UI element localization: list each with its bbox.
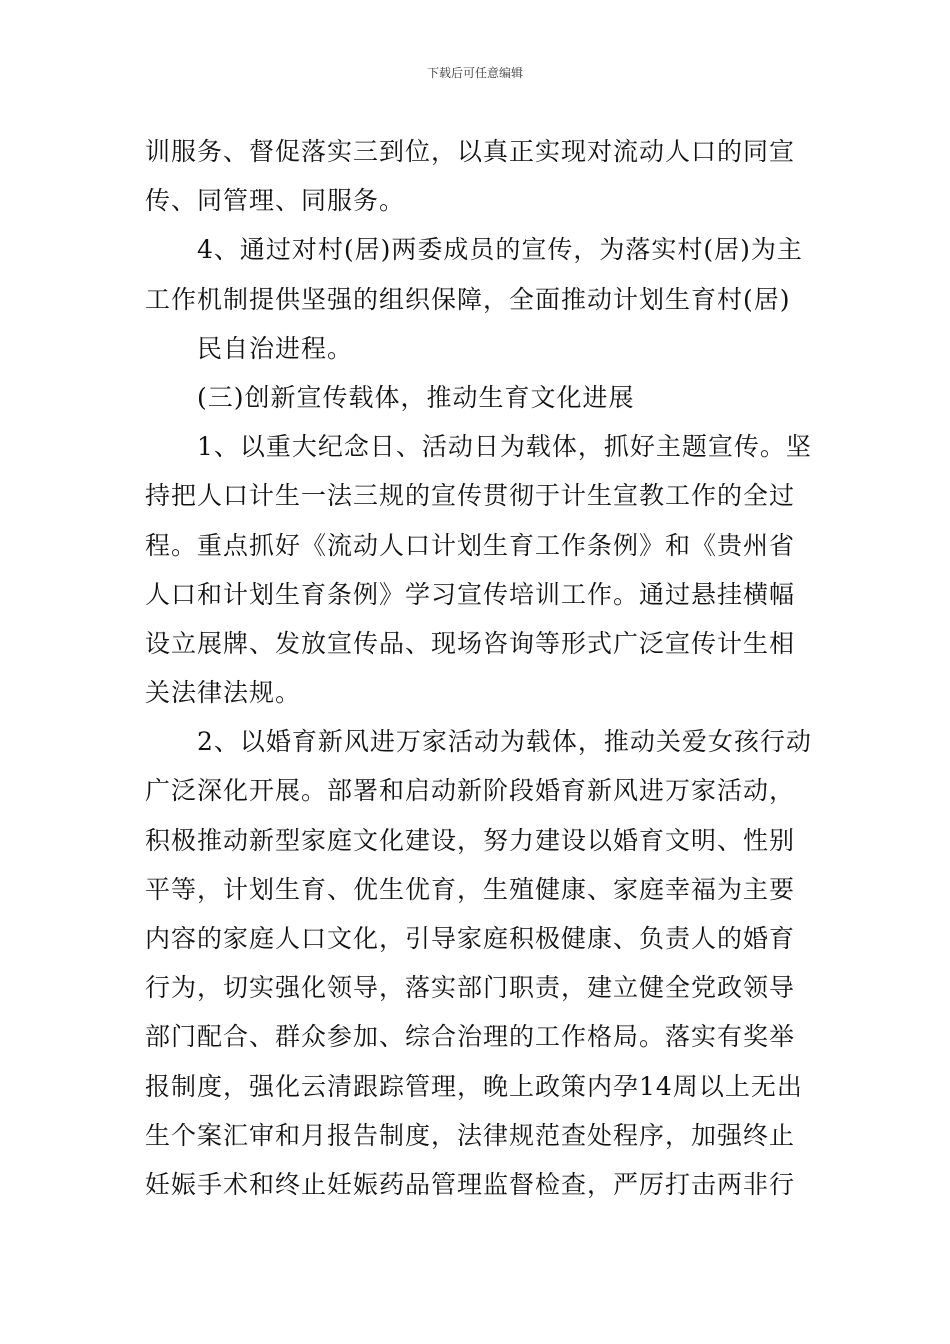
text-line: 人口和计划生育条例》学习宣传培训工作。通过悬挂横幅 — [145, 579, 796, 609]
text-line: 关法律法规。 — [145, 678, 302, 708]
text-line: 报制度，强化云清跟踪管理，晚上政策内孕14周以上无出 — [145, 1071, 803, 1101]
document-body — [145, 127, 815, 1209]
text-line: 训服务、督促落实三到位，以真正实现对流动人口的同宣 — [145, 137, 796, 166]
text-line: 生个案汇审和月报告制度，法律规范查处程序，加强终止 — [145, 1120, 796, 1150]
text-line: 民自治进程。 — [197, 333, 354, 363]
text-line: (三)创新宣传载体，推动生育文化进展 — [197, 382, 635, 412]
text-line: 工作机制提供坚强的组织保障，全面推动计划生育村(居) — [145, 284, 791, 314]
text-line: 传、同管理、同服务。 — [145, 186, 406, 216]
text-line: 内容的家庭人口文化，引导家庭积极健康、负责人的婚育 — [145, 924, 796, 953]
text-line: 1、以重大纪念日、活动日为载体，抓好主题宣传。坚 — [197, 432, 812, 462]
text-line: 行为，切实强化领导，落实部门职责，建立健全党政领导 — [145, 973, 796, 1003]
text-line: 设立展牌、发放宣传品、现场咨询等形式广泛宣传计生相 — [145, 628, 796, 658]
text-line: 广泛深化开展。部署和启动新阶段婚育新风进万家活动， — [145, 776, 796, 806]
text-line: 妊娠手术和终止妊娠药品管理监督检查，严厉打击两非行 — [145, 1169, 796, 1199]
text-line: 4、通过对村(居)两委成员的宣传，为落实村(居)为主 — [197, 235, 803, 265]
text-line: 持把人口计生一法三规的宣传贯彻于计生宣教工作的全过 — [145, 481, 796, 511]
text-line: 程。重点抓好《流动人口计划生育工作条例》和《贵州省 — [145, 530, 796, 560]
text-line: 平等，计划生育、优生优育，生殖健康、家庭幸福为主要 — [145, 874, 796, 904]
text-line: 部门配合、群众参加、综合治理的工作格局。落实有奖举 — [145, 1022, 796, 1052]
text-line: 积极推动新型家庭文化建设，努力建设以婚育文明、性别 — [145, 825, 796, 855]
page-header: 下载后可任意编辑 — [426, 66, 523, 80]
text-line: 2、以婚育新风进万家活动为载体，推动关爱女孩行动 — [197, 727, 812, 757]
